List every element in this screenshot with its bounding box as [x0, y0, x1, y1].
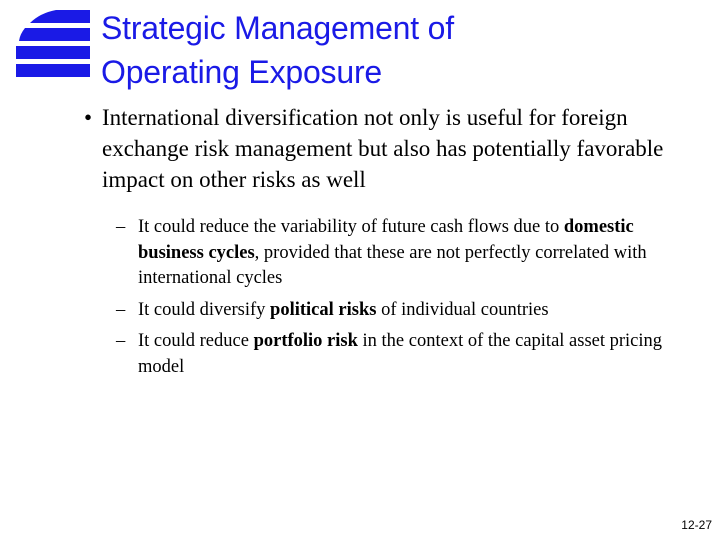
sub-bullet-3-text-before: It could reduce [138, 331, 254, 351]
sub-bullet-1-text-after: , provided that these are not perfectly correlated with international cycles [138, 242, 647, 288]
page-number: 12-27 [681, 518, 712, 532]
title-line-2: Operating Exposure [101, 54, 383, 90]
main-bullet-text: International diversification not only is useful for foreign exchange risk management but also has potentially favorable impact on other risks as well [102, 105, 664, 192]
sub-bullet-2-bold: political risks [270, 299, 377, 320]
dash-marker: – [116, 331, 126, 351]
title-line-1: Strategic Management of [101, 10, 454, 46]
sub-bullet-list [76, 215, 696, 380]
main-bullet [76, 102, 696, 195]
bullet-list [76, 102, 696, 386]
sub-bullet-3 [116, 329, 696, 380]
sub-bullet-2-text-before: It could diversify [138, 299, 271, 320]
bullet-marker: • [84, 105, 93, 130]
slide-title [101, 6, 701, 94]
sub-bullet-1 [116, 215, 696, 292]
sub-bullet-1-text-before: It could reduce the variability of future cash flows due to [138, 217, 564, 237]
striped-logo-icon [16, 10, 90, 86]
dash-marker: – [116, 217, 126, 237]
dash-marker: – [116, 299, 126, 320]
sub-bullet-2-text-after: of individual countries [376, 299, 549, 320]
sub-bullet-2 [116, 298, 696, 324]
sub-bullet-3-text-after: in the context of the capital asset pricing model [138, 331, 663, 377]
sub-bullet-3-bold: portfolio risk [253, 331, 358, 351]
sub-bullet-1-bold: domestic business cycles [138, 217, 634, 263]
